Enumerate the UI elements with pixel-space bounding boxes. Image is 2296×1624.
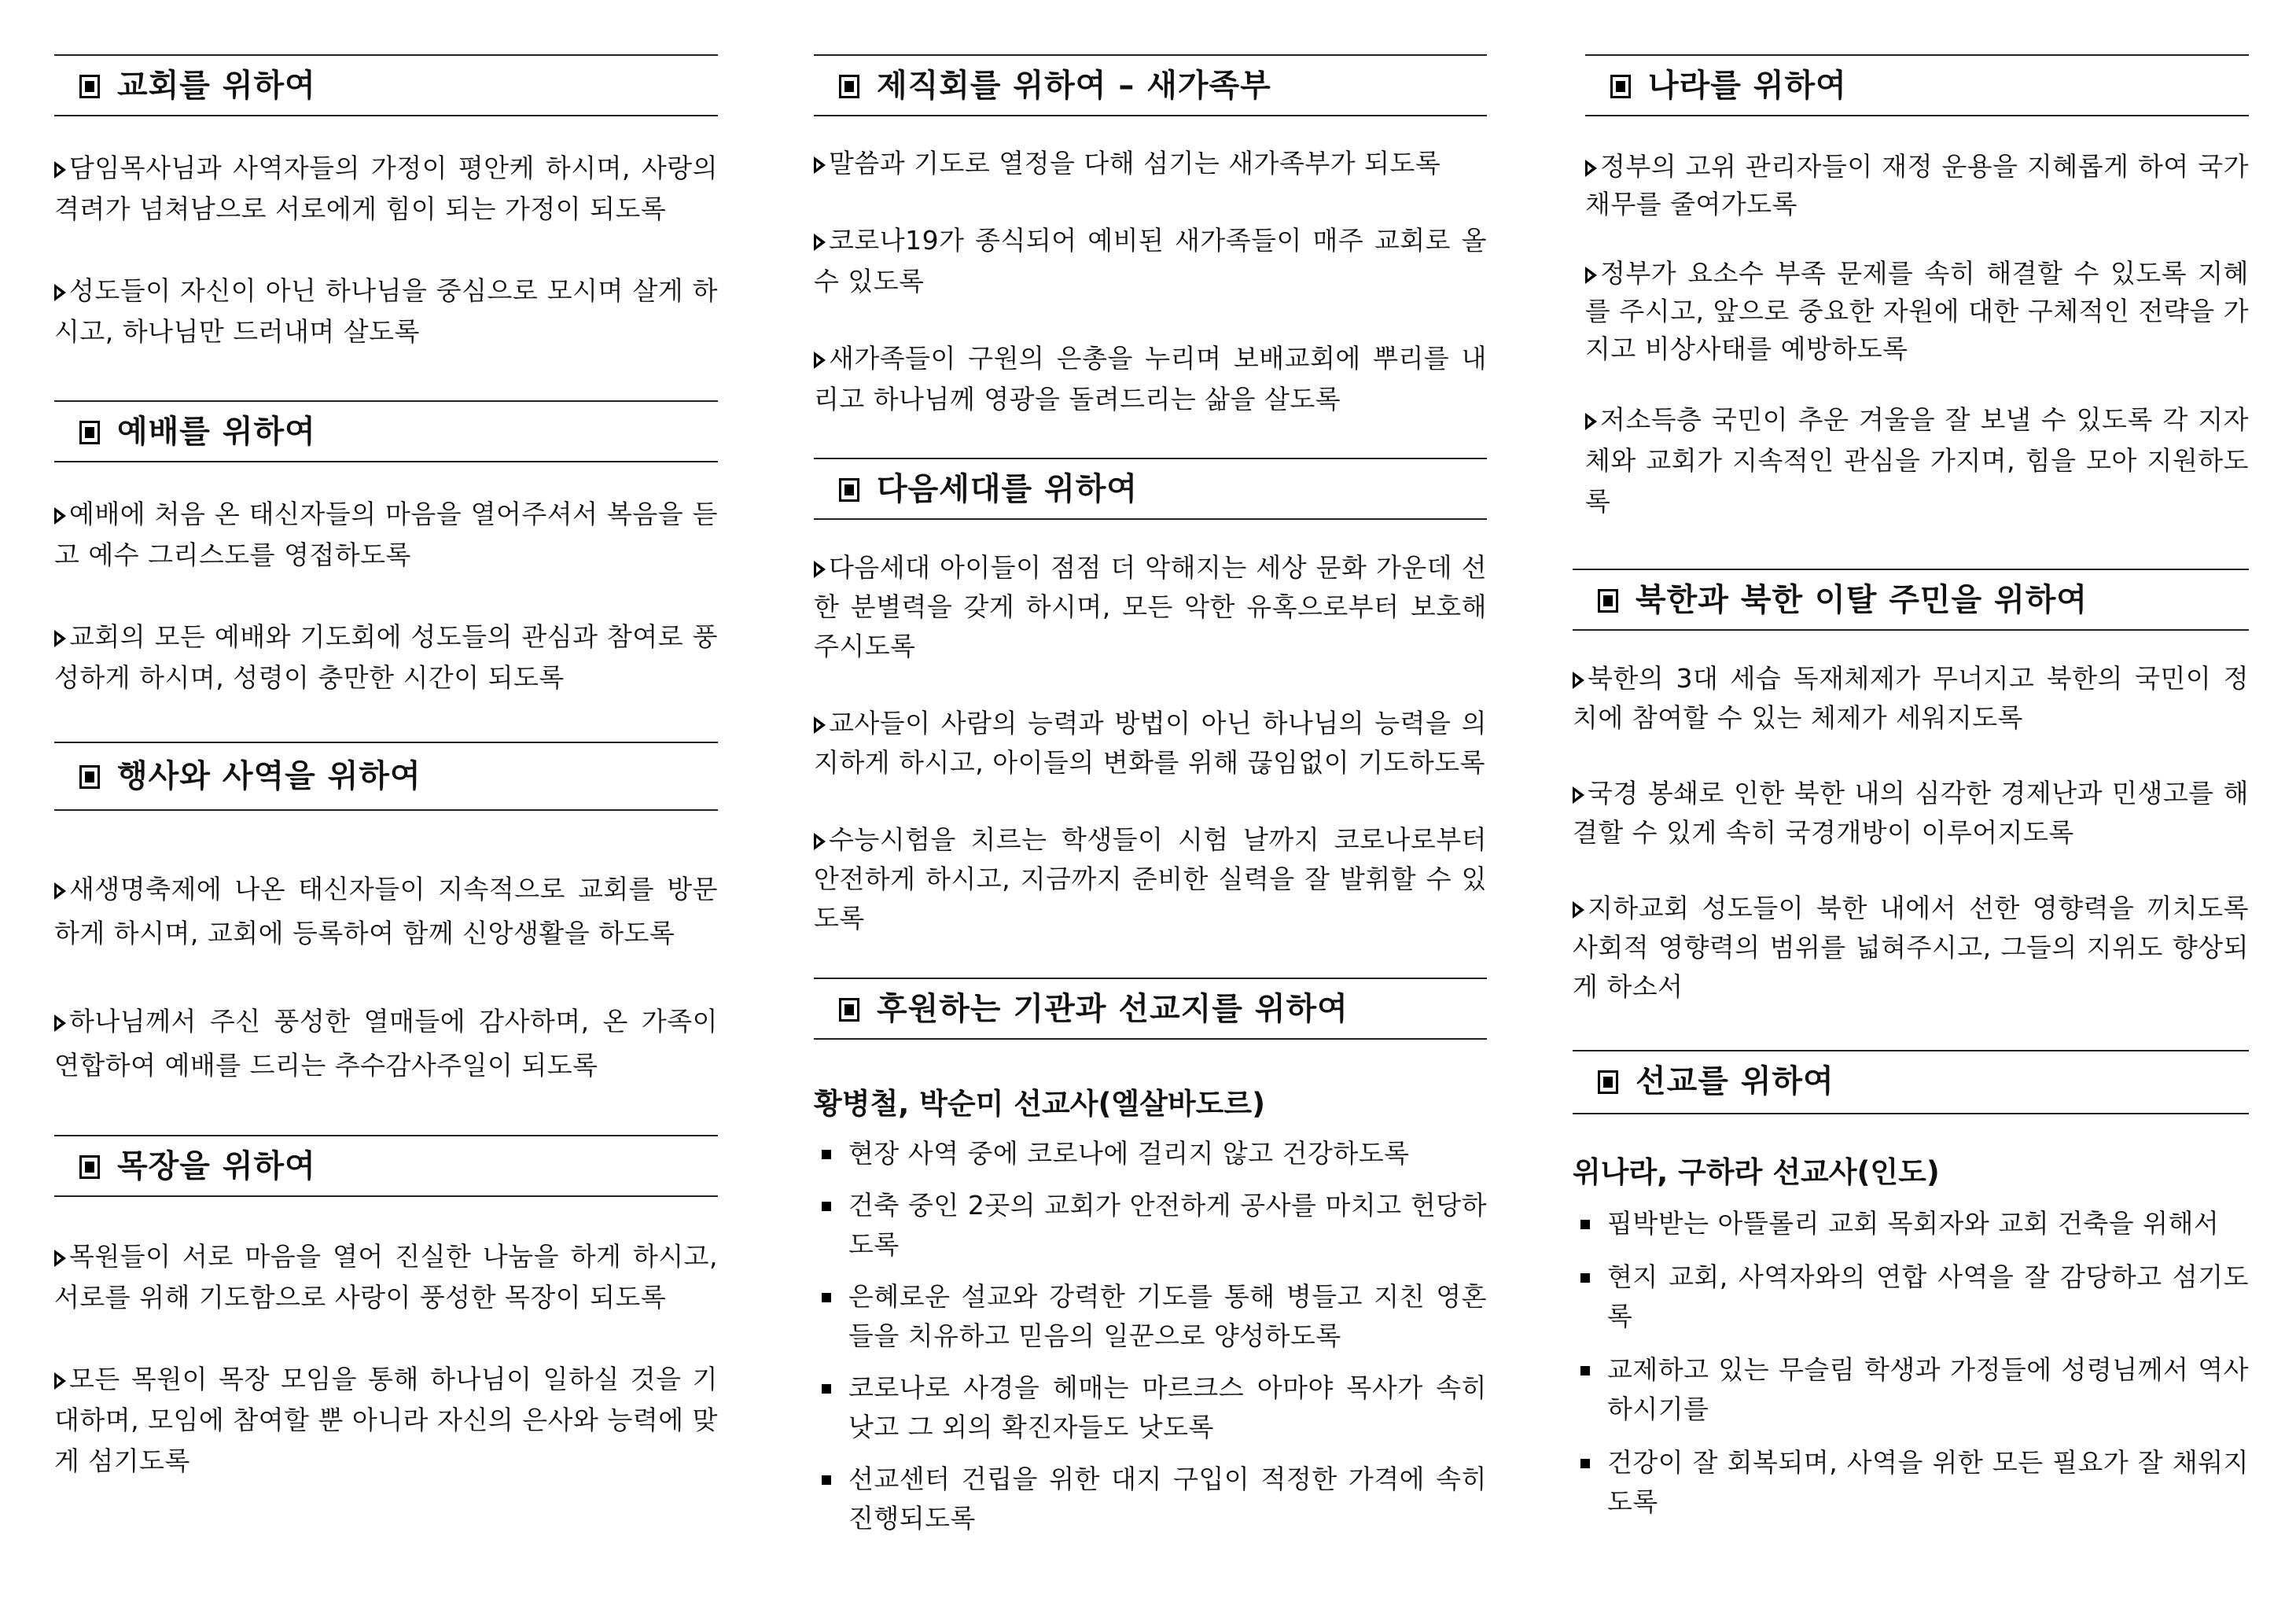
section-worship [54,400,718,698]
square-bullet-icon [822,1475,831,1485]
missionary-name: 황병철, 박순미 선교사(엘살바도르) [814,1087,1266,1121]
prayer-item: 교사들이 사람의 능력과 방법이 아닌 하나님의 능력을 의지하게 하시고, 아이들의 변화를 위해 끊임없이 기도하도록 [814,708,1487,778]
mission-prayer-item: 현장 사역 중에 코로나에 걸리지 않고 건강하도록 [814,1134,1487,1173]
triangle-bullet-icon [54,1250,66,1267]
mission-prayer-item: 건축 중인 2곳의 교회가 안전하게 공사를 마치고 헌당하도록 [814,1186,1487,1265]
square-bullet-icon [822,1150,831,1159]
square-bullet-icon [839,478,859,502]
section-title: 나라를 위하여 [1648,68,1847,104]
triangle-bullet-icon [814,352,826,369]
section-title: 다음세대를 위하여 [877,471,1139,507]
triangle-bullet-icon [54,284,66,301]
section-supported-missions [814,978,1487,1538]
section-header [814,458,1487,520]
square-bullet-icon [1598,1070,1618,1094]
missionary-name: 위나라, 구하라 선교사(인도) [1573,1155,1940,1189]
section-next-generation [814,458,1487,938]
triangle-bullet-icon [1573,786,1584,804]
triangle-bullet-icon [54,1372,66,1390]
mission-prayer-item: 코로나로 사경을 헤매는 마르크스 아마야 목사가 속히 낫고 그 외의 확진자들도 낫도록 [814,1368,1487,1447]
prayer-item: 정부가 요소수 부족 문제를 속히 해결할 수 있도록 지혜를 주시고, 앞으로 중요한 자원에 대한 구체적인 전략을 가지고 비상사태를 예방하도록 [1585,258,2249,364]
prayer-item: 예배에 처음 온 태신자들의 마음을 열어주셔서 복음을 듣고 예수 그리스도를 영접하도록 [54,499,718,570]
triangle-bullet-icon [54,161,66,179]
prayer-item: 모든 목원이 목장 모임을 통해 하나님이 일하실 것을 기대하며, 모임에 참여할 뿐 아니라 자신의 은사와 능력에 맞게 섬기도록 [54,1364,718,1476]
triangle-bullet-icon [814,833,826,850]
prayer-item: 말씀과 기도로 열정을 다해 섬기는 새가족부가 되도록 [814,143,1487,184]
triangle-bullet-icon [54,882,66,900]
prayer-item: 코로나19가 종식되어 예비된 새가족들이 매주 교회로 올 수 있도록 [814,225,1487,296]
section-header [1573,569,2249,631]
section-nation [1585,54,2249,522]
square-bullet-icon [1580,1459,1590,1468]
square-bullet-icon [79,75,100,98]
mission-prayer-item: 건강이 잘 회복되며, 사역을 위한 모든 필요가 잘 채워지도록 [1573,1443,2249,1522]
section-title: 예배를 위하여 [117,414,316,450]
section-north-korea [1573,569,2249,1007]
triangle-bullet-icon [814,716,826,734]
mission-prayer-item: 교제하고 있는 무슬림 학생과 가정들에 성령님께서 역사하시기를 [1573,1350,2249,1429]
square-bullet-icon [822,1293,831,1302]
section-header [1573,1050,2249,1114]
mission-prayer-item: 핍박받는 아뜰롤리 교회 목회자와 교회 건축을 위해서 [1573,1204,2249,1243]
triangle-bullet-icon [1585,267,1597,284]
prayer-item: 새생명축제에 나온 태신자들이 지속적으로 교회를 방문하게 하시며, 교회에 등록하여 함께 신앙생활을 하도록 [54,874,718,948]
prayer-item: 하나님께서 주신 풍성한 열매들에 감사하며, 온 가족이 연합하여 예배를 드리는 추수감사주일이 되도록 [54,1006,718,1081]
square-bullet-icon [79,1155,100,1179]
triangle-bullet-icon [1585,160,1597,177]
section-header [54,54,718,116]
square-bullet-icon [822,1202,831,1211]
section-title: 교회를 위하여 [117,68,316,104]
section-title: 북한과 북한 이탈 주민을 위하여 [1636,582,2088,618]
section-title: 목장을 위하여 [117,1148,316,1184]
triangle-bullet-icon [814,234,826,251]
section-church [54,54,718,352]
square-bullet-icon [1580,1220,1590,1229]
square-bullet-icon [839,998,859,1022]
prayer-item: 지하교회 성도들이 북한 내에서 선한 영향력을 끼치도록 사회적 영향력의 범위를 넓혀주시고, 그들의 지위도 향상되게 하소서 [1573,893,2249,1002]
square-bullet-icon [1580,1366,1590,1375]
square-bullet-icon [1610,75,1631,98]
section-header [54,742,718,811]
prayer-item: 담임목사님과 사역자들의 가정이 평안케 하시며, 사랑의 격려가 넘쳐남으로 서로에게 힘이 되는 가정이 되도록 [54,153,718,224]
prayer-item: 수능시험을 치르는 학생들이 시험 날까지 코로나로부터 안전하게 하시고, 지금까지 준비한 실력을 잘 발휘할 수 있도록 [814,824,1487,934]
section-cell-group [54,1135,718,1482]
triangle-bullet-icon [814,561,826,578]
section-title: 행사와 사역을 위하여 [117,758,421,794]
prayer-item: 목원들이 서로 마음을 열어 진실한 나눔을 하게 하시고, 서로를 위해 기도함으로 사랑이 풍성한 목장이 되도록 [54,1241,718,1313]
section-title: 후원하는 기관과 선교지를 위하여 [877,991,1349,1027]
section-header [54,1135,718,1197]
prayer-item: 교회의 모든 예배와 기도회에 성도들의 관심과 참여로 풍성하게 하시며, 성령이 충만한 시간이 되도록 [54,621,718,693]
prayer-item: 새가족들이 구원의 은총을 누리며 보배교회에 뿌리를 내리고 하나님께 영광을 돌려드리는 삶을 살도록 [814,343,1487,414]
section-events-ministry [54,742,718,1088]
square-bullet-icon [822,1384,831,1394]
prayer-item: 다음세대 아이들이 점점 더 악해지는 세상 문화 가운데 선한 분별력을 갖게 하시며, 모든 악한 유혹으로부터 보호해주시도록 [814,552,1487,661]
square-bullet-icon [1598,589,1618,613]
triangle-bullet-icon [1573,672,1584,689]
section-missions [1573,1050,2249,1522]
mission-prayer-item: 은혜로운 설교와 강력한 기도를 통해 병들고 지친 영혼들을 치유하고 믿음의 일꾼으로 양성하도록 [814,1277,1487,1356]
mission-prayer-item: 선교센터 건립을 위한 대지 구입이 적정한 가격에 속히 진행되도록 [814,1460,1487,1538]
section-header [1585,54,2249,116]
prayer-item: 북한의 3대 세습 독재체제가 무너지고 북한의 국민이 정치에 참여할 수 있는 체제가 세워지도록 [1573,663,2249,733]
prayer-item: 저소득층 국민이 추운 겨울을 잘 보낼 수 있도록 각 지자체와 교회가 지속적인 관심을 가지며, 힘을 모아 지원하도록 [1585,404,2249,517]
section-header [814,978,1487,1040]
square-bullet-icon [839,75,859,98]
section-header [54,400,718,462]
prayer-item: 국경 봉쇄로 인한 북한 내의 심각한 경제난과 민생고를 해결할 수 있게 속히 국경개방이 이루어지도록 [1573,778,2249,848]
triangle-bullet-icon [1585,413,1597,430]
section-title: 제직회를 위하여 – 새가족부 [877,68,1271,104]
prayer-item: 성도들이 자신이 아닌 하나님을 중심으로 모시며 살게 하시고, 하나님만 드러내며 살도록 [54,275,718,347]
triangle-bullet-icon [54,1015,66,1032]
section-header [814,54,1487,116]
square-bullet-icon [1580,1273,1590,1283]
mission-prayer-item: 현지 교회, 사역자와의 연합 사역을 잘 감당하고 섬기도록 [1573,1258,2249,1336]
triangle-bullet-icon [54,630,66,647]
square-bullet-icon [79,421,100,444]
square-bullet-icon [79,765,100,789]
triangle-bullet-icon [54,507,66,525]
prayer-item: 정부의 고위 관리자들이 재정 운용을 지혜롭게 하여 국가채무를 줄여가도록 [1585,151,2249,219]
section-title: 선교를 위하여 [1636,1063,1834,1099]
section-new-family [814,54,1487,420]
triangle-bullet-icon [814,157,826,174]
triangle-bullet-icon [1573,901,1584,919]
